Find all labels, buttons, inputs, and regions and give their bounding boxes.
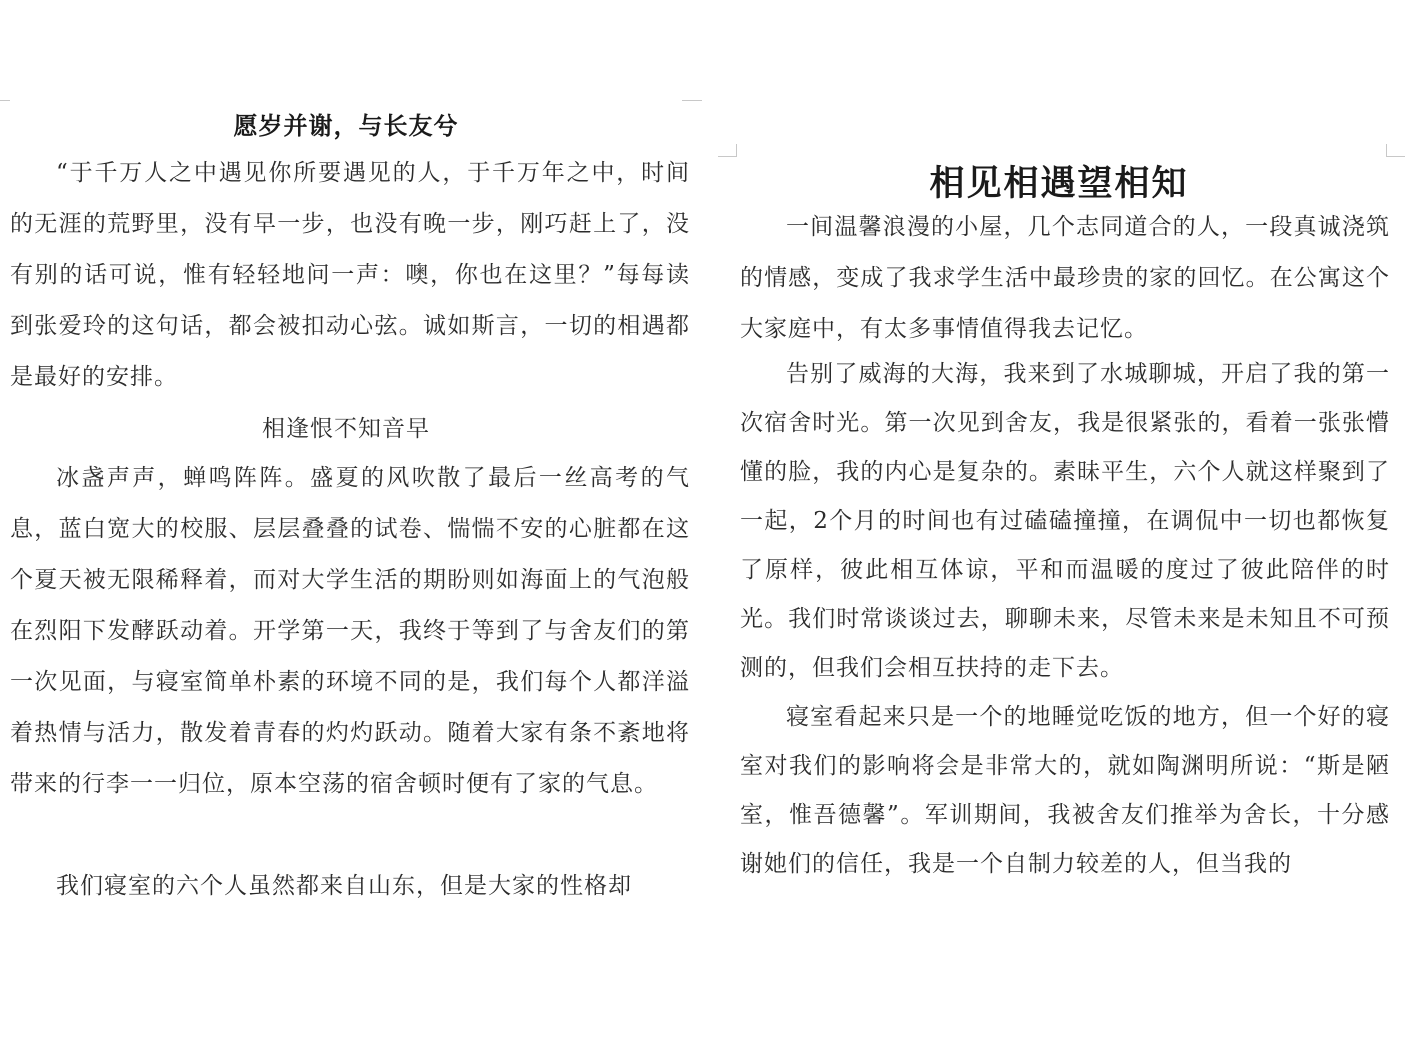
left-page-subtitle: 相逢恨不知音早	[262, 416, 430, 442]
crop-mark	[682, 90, 702, 101]
right-paragraph-2: 告别了威海的大海，我来到了水城聊城，开启了我的第一次宿舍时光。第一次见到舍友，我是很紧张的，看着一张张懵懂的脸，我的内心是复杂的。素昧平生，六个人就这样聚到了一起，2个月的时间也有过磕磕撞撞，在调侃中一切也都恢复了原样，彼此相互体谅，平和而温暖的度过了彼此陪伴的时光。我们时常谈谈过去，聊聊未来，尽管未来是未知且不可预测的，但我们会相互扶持的走下去。	[740, 361, 1390, 681]
left-paragraph-1: “于千万人之中遇见你所要遇见的人，于千万年之中，时间的无涯的荒野里，没有早一步，也没有晚一步，刚巧赶上了，没有别的话可说，惟有轻轻地问一声：噢，你也在这里？”每每读到张爱玲的这句话，都会被扣动心弦。诚如斯言，一切的相遇都是最好的安排。	[10, 160, 690, 390]
left-page-title: 愿岁并谢，与长友兮	[233, 114, 459, 140]
crop-mark	[0, 96, 10, 101]
right-paragraph-3: 寝室看起来只是一个的地睡觉吃饭的地方，但一个好的寝室对我们的影响将会是非常大的，就如陶渊明所说：“斯是陋室，惟吾德馨”。军训期间，我被舍友们推举为舍长，十分感谢她们的信任，我是一个自制力较差的人，但当我的	[740, 704, 1390, 877]
left-paragraph-3: 我们寝室的六个人虽然都来自山东，但是大家的性格却	[56, 873, 632, 899]
right-page-title: 相见相遇望相知	[929, 164, 1189, 203]
left-paragraph-2: 冰盏声声，蝉鸣阵阵。盛夏的风吹散了最后一丝高考的气息，蓝白宽大的校服、层层叠叠的试卷、惴惴不安的心脏都在这个夏天被无限稀释着，而对大学生活的期盼则如海面上的气泡般在烈阳下发酵跃动着。开学第一天，我终于等到了与舍友们的第一次见面，与寝室简单朴素的环境不同的是，我们每个人都洋溢着热情与活力，散发着青春的灼灼跃动。随着大家有条不紊地将带来的行李一一归位，原本空荡的宿舍顿时便有了家的气息。	[10, 465, 690, 797]
right-paragraph-1: 一间温馨浪漫的小屋，几个志同道合的人，一段真诚浇筑的情感，变成了我求学生活中最珍贵的家的回忆。在公寓这个大家庭中，有太多事情值得我去记忆。	[740, 214, 1390, 342]
